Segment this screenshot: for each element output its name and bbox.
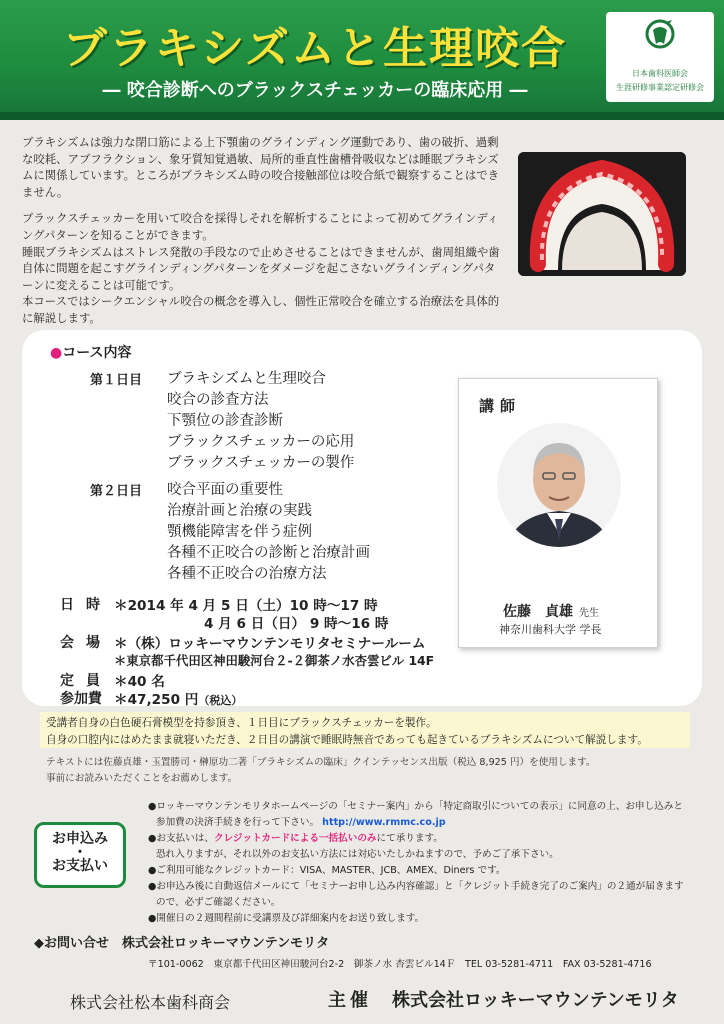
note-line-1: 受講者自身の白色硬石膏模型を持参頂き、１日目にブラックスチェッカーを製作。 xyxy=(46,717,437,729)
lecturer-title: 講師 xyxy=(479,397,522,415)
day1-label: 第１日目 xyxy=(90,373,143,388)
lecturer-portrait-image xyxy=(497,423,621,547)
day2-item: 治療計画と治療の実践 xyxy=(167,503,312,519)
lecturer-affiliation: 神奈川歯科大学 学長 xyxy=(499,623,602,636)
apply-line-3: ●お支払いは、クレジットカードによる一括払いのみにて承ります。 xyxy=(148,833,443,844)
day1-item: ブラキシズムと生理咬合 xyxy=(167,371,326,387)
day1-item: 下顎位の診査診断 xyxy=(167,413,283,429)
lecturer-card xyxy=(458,378,658,648)
logo-text-2: 生涯研修事業認定研修会 xyxy=(616,83,704,92)
tooth-pen-icon xyxy=(644,18,676,58)
contact-address: 〒101-0062 東京都千代田区神田駿河台2-2 御茶ノ水 杏雲ビル14Ｆ TEL 03-5281-4711 FAX 03-5281-4716 xyxy=(148,959,652,970)
date-value-2: 4 月 6 日（日） 9 時～16 時 xyxy=(204,616,389,632)
bullet-dot-icon: ● xyxy=(50,345,63,361)
day2-item: 各種不正咬合の診断と治療計画 xyxy=(167,545,370,561)
apply-line-8: ●開催日の２週間程前に受講票及び詳細案内をお送り致します。 xyxy=(148,913,425,924)
course-section-label: ●コース内容 xyxy=(50,345,132,361)
note-line-2: 自身の口腔内にはめたまま就寝いただき、２日目の講演で睡眠時無音であっても起きているブラキシズムについて解説します。 xyxy=(46,734,648,746)
intro-paragraph-2: ブラックスチェッカーを用いて咬合を採得しそれを解析することによって初めてグラインディングパターンを知ることができます。 xyxy=(22,211,499,242)
apply-line-4: 恐れ入りますが、それ以外のお支払い方法には対応いたしかねますので、予めご了承下さい。 xyxy=(156,849,559,860)
page-title: ブラキシズムと生理咬合 xyxy=(62,23,568,74)
apply-badge: お申込み ・ お支払い xyxy=(34,822,126,888)
apply-line-5: ●ご利用可能なクレジットカード：VISA、MASTER、JCB、AMEX、Diners です。 xyxy=(148,865,506,876)
date-label: 日時 xyxy=(60,597,112,613)
day2-label: 第２日目 xyxy=(90,484,143,499)
footer-company-left: 株式会社松本歯科商会 xyxy=(70,993,231,1012)
page-subtitle: ― 咬合診断へのブラックスチェッカーの臨床応用 ― xyxy=(102,80,528,101)
association-logo xyxy=(606,12,714,102)
apply-line-7: ので、必ずご確認ください。 xyxy=(156,897,281,908)
day1-item: ブラックスチェッカーの応用 xyxy=(167,434,355,450)
apply-line-1: ●ロッキーマウンテンモリタホームページの「セミナー案内」から「特定商取引についての表示」に同意の上、お申し込みと xyxy=(148,801,683,812)
day1-item: ブラックスチェッカーの製作 xyxy=(167,455,355,471)
apply-line-2: 参加費の決済手続きを行って下さい。 http://www.rmmc.co.jp xyxy=(156,817,446,828)
venue-value-2: ＊東京都千代田区神田駿河台２-２御茶ノ水杏雲ビル 14F xyxy=(114,653,435,668)
contact-label: ◆お問い合せ 株式会社ロッキーマウンテンモリタ xyxy=(34,936,330,951)
textbook-note-2: 事前にお読みいただくことをお薦めします。 xyxy=(46,773,238,784)
intro-text xyxy=(22,134,502,327)
intro-paragraph-4: 本コースではシークエンシャル咬合の概念を導入し、個性正常咬合を確立する治療法を具体的に解説します。 xyxy=(22,294,500,325)
header-stripe xyxy=(0,112,724,120)
apply-line-6: ●お申込み後に自動返信メールにて「セミナーお申し込み内容確認」と「クレジット手続き完了のご案内」の２通が届きます xyxy=(148,881,684,892)
bruxchecker-photo xyxy=(518,152,686,276)
website-link[interactable]: http://www.rmmc.co.jp xyxy=(322,817,446,828)
intro-paragraph-1: ブラキシズムは強力な閉口筋による上下顎歯のグラインディング運動であり、歯の破折、過剰な咬耗、アブフラクション、象牙質知覚過敏、局所的垂直性歯槽骨吸収などは睡眠ブラキシズムに関係しています。ところがブラキシズム時の咬合接触部位は咬合紙で観察することはできません。 xyxy=(22,135,500,199)
day2-item: 顎機能障害を伴う症例 xyxy=(167,524,312,540)
footer-host: 主催 株式会社ロッキーマウンテンモリタ xyxy=(328,990,679,1011)
logo-text-1: 日本歯科医師会 xyxy=(632,69,688,78)
day2-item: 咬合平面の重要性 xyxy=(167,482,283,498)
dental-arch-image xyxy=(518,152,686,276)
fee-label: 参加費 xyxy=(60,691,102,707)
textbook-note-1: テキストには佐藤貞雄・玉置勝司・榊原功二著「ブラキシズムの臨床」クインテッセンス出版（税込 8,925 円）を使用します。 xyxy=(46,757,596,768)
intro-paragraph-3: 睡眠ブラキシズムはストレス発散の手段なので止めさせることはできませんが、歯周組織や歯自体に問題を起こすグラインディングパターンをダメージを起こさないグラインディングパターンに変えることは可能です。 xyxy=(22,244,500,292)
venue-value-1: ＊（株）ロッキーマウンテンモリタセミナールーム xyxy=(114,636,426,652)
capacity-value: ＊40 名 xyxy=(114,674,165,690)
day2-item: 各種不正咬合の治療方法 xyxy=(167,566,327,582)
day1-item: 咬合の診査方法 xyxy=(167,392,269,408)
lecturer-photo xyxy=(497,423,621,547)
venue-label: 会場 xyxy=(60,635,112,651)
fee-value: ＊47,250 円（税込） xyxy=(114,692,243,708)
lecturer-name: 佐藤 貞雄 先生 xyxy=(503,604,599,620)
date-value-1: ＊2014 年 4 月 5 日（土）10 時～17 時 xyxy=(114,598,378,614)
capacity-label: 定員 xyxy=(60,673,112,689)
